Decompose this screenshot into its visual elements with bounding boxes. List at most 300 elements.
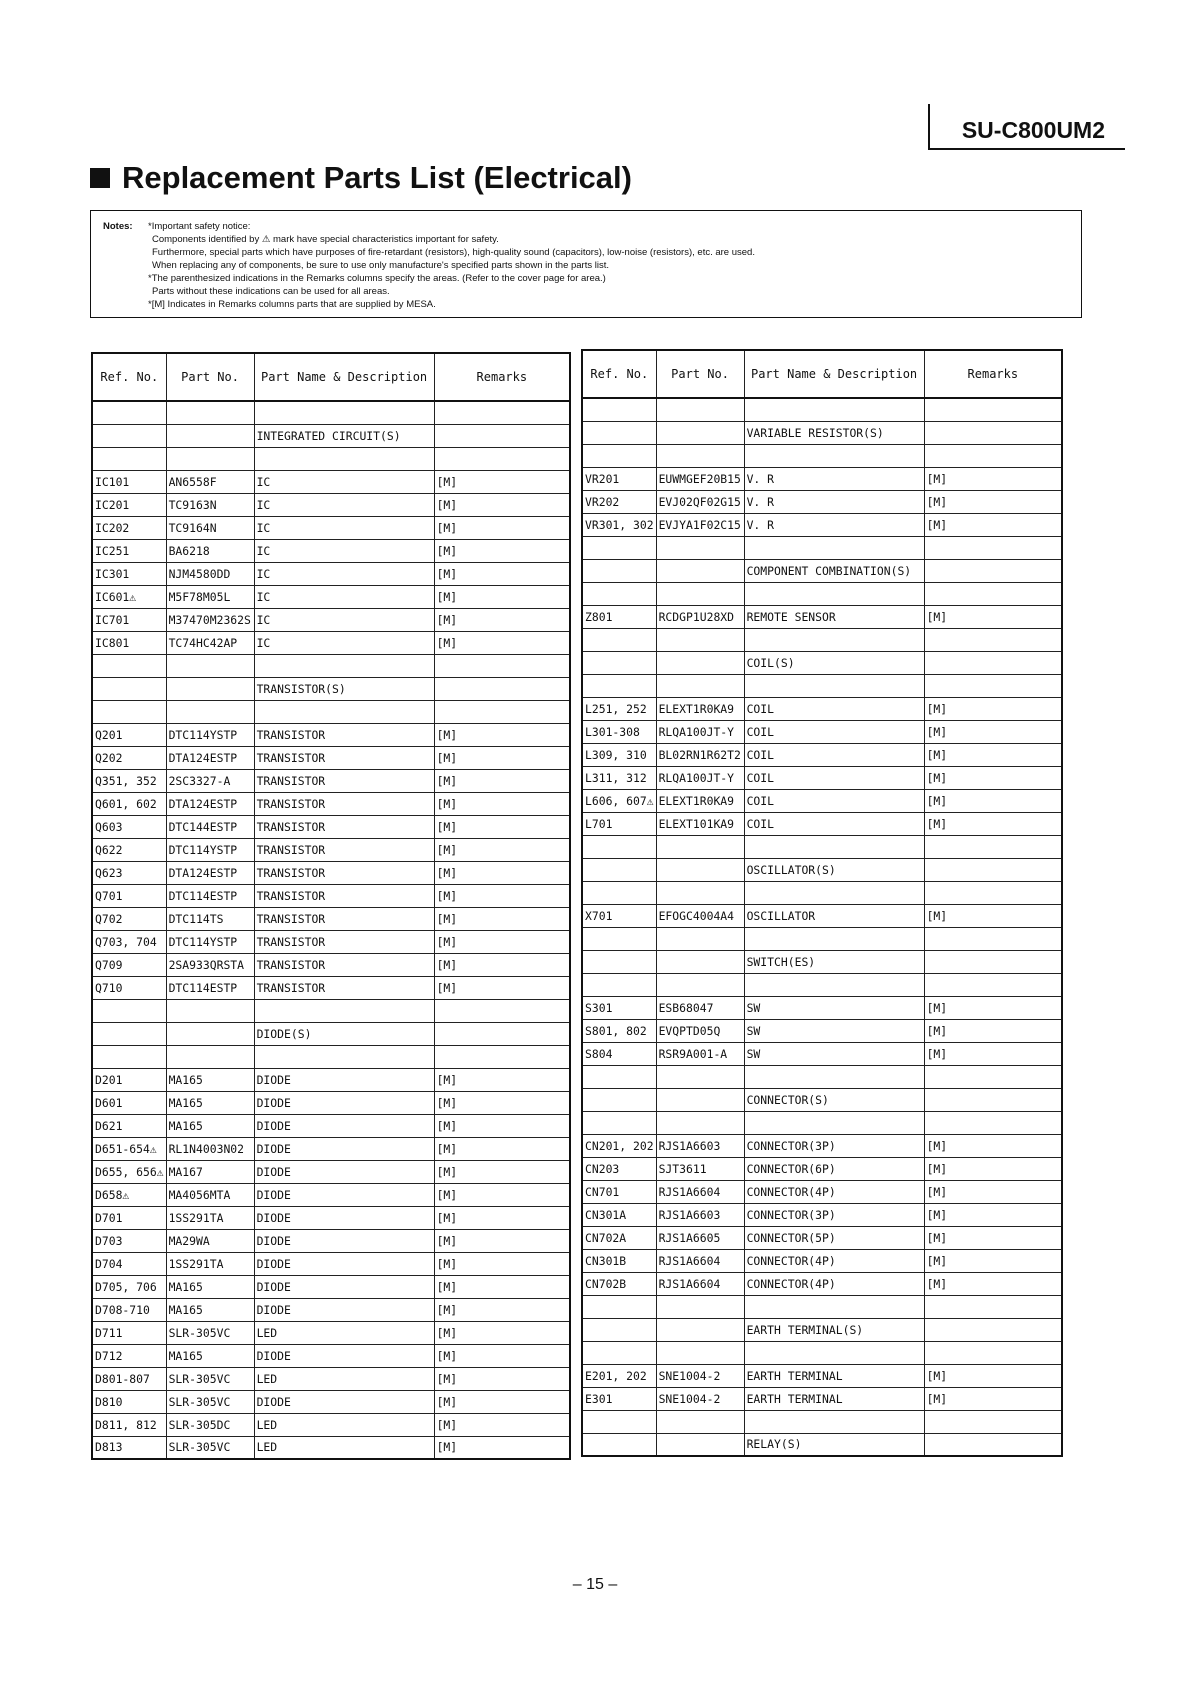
cell-part-no: DTA124ESTP xyxy=(166,792,254,815)
table-row xyxy=(92,1229,570,1252)
cell-ref-no: D704 xyxy=(92,1252,166,1275)
table-row xyxy=(582,1364,1062,1387)
cell-ref-no xyxy=(582,1111,656,1134)
table-row xyxy=(582,881,1062,904)
cell-description xyxy=(744,973,924,996)
table-row xyxy=(582,766,1062,789)
cell-description xyxy=(254,999,434,1022)
cell-ref-no: E301 xyxy=(582,1387,656,1410)
cell-ref-no: L301-308 xyxy=(582,720,656,743)
cell-part-no: RSR9A001-A xyxy=(656,1042,744,1065)
cell-description: LED xyxy=(254,1436,434,1459)
cell-remarks: [M] xyxy=(434,1275,570,1298)
cell-ref-no xyxy=(582,973,656,996)
cell-remarks: [M] xyxy=(434,1206,570,1229)
cell-part-no xyxy=(656,1433,744,1456)
cell-ref-no: Q710 xyxy=(92,976,166,999)
notes-line: *Important safety notice: xyxy=(148,221,251,232)
cell-remarks: [M] xyxy=(434,884,570,907)
cell-part-no: RJS1A6605 xyxy=(656,1226,744,1249)
cell-remarks: [M] xyxy=(924,1226,1062,1249)
table-header-row xyxy=(92,353,570,401)
cell-description: SW xyxy=(744,1019,924,1042)
cell-description: DIODE xyxy=(254,1160,434,1183)
cell-remarks: [M] xyxy=(924,1042,1062,1065)
cell-remarks xyxy=(924,881,1062,904)
cell-description: OSCILLATOR xyxy=(744,904,924,927)
cell-ref-no xyxy=(92,1022,166,1045)
cell-remarks: [M] xyxy=(434,1344,570,1367)
table-row xyxy=(92,1091,570,1114)
table-row xyxy=(582,720,1062,743)
cell-part-no: MA167 xyxy=(166,1160,254,1183)
cell-ref-no xyxy=(582,1433,656,1456)
cell-remarks: [M] xyxy=(434,608,570,631)
cell-description xyxy=(744,1065,924,1088)
cell-description: TRANSISTOR(S) xyxy=(254,677,434,700)
cell-remarks: [M] xyxy=(434,1068,570,1091)
cell-part-no: TC9163N xyxy=(166,493,254,516)
model-number: SU-C800UM2 xyxy=(961,117,1105,143)
cell-part-no xyxy=(656,398,744,421)
cell-description: LED xyxy=(254,1321,434,1344)
cell-part-no: SLR-305VC xyxy=(166,1390,254,1413)
cell-part-no: DTA124ESTP xyxy=(166,746,254,769)
cell-ref-no: IC701 xyxy=(92,608,166,631)
cell-part-no: M5F78M05L xyxy=(166,585,254,608)
cell-description: COIL xyxy=(744,789,924,812)
cell-remarks xyxy=(434,700,570,723)
cell-part-no: SLR-305DC xyxy=(166,1413,254,1436)
col-description: Part Name & Description xyxy=(254,353,434,401)
cell-remarks: [M] xyxy=(924,605,1062,628)
cell-remarks xyxy=(924,559,1062,582)
cell-remarks: [M] xyxy=(434,1390,570,1413)
cell-description xyxy=(744,1410,924,1433)
cell-description: CONNECTOR(4P) xyxy=(744,1272,924,1295)
col-ref-no: Ref. No. xyxy=(92,353,166,401)
cell-description xyxy=(744,1295,924,1318)
cell-part-no: EVJ02QF02G15 xyxy=(656,490,744,513)
cell-part-no xyxy=(656,1295,744,1318)
cell-description: IC xyxy=(254,539,434,562)
cell-remarks xyxy=(434,401,570,424)
table-row xyxy=(582,559,1062,582)
cell-description: TRANSISTOR xyxy=(254,815,434,838)
cell-remarks: [M] xyxy=(924,996,1062,1019)
cell-remarks: [M] xyxy=(434,493,570,516)
cell-part-no xyxy=(166,654,254,677)
cell-ref-no: D655, 656⚠ xyxy=(92,1160,166,1183)
cell-part-no: RJS1A6604 xyxy=(656,1272,744,1295)
table-row xyxy=(582,1226,1062,1249)
table-row xyxy=(92,861,570,884)
cell-ref-no: Q603 xyxy=(92,815,166,838)
cell-description: CONNECTOR(6P) xyxy=(744,1157,924,1180)
cell-description: TRANSISTOR xyxy=(254,838,434,861)
cell-part-no xyxy=(656,973,744,996)
cell-part-no: MA165 xyxy=(166,1091,254,1114)
cell-ref-no: Q623 xyxy=(92,861,166,884)
table-row xyxy=(582,490,1062,513)
cell-part-no: 2SA933QRSTA xyxy=(166,953,254,976)
cell-part-no: ESB68047 xyxy=(656,996,744,1019)
cell-part-no xyxy=(656,1318,744,1341)
cell-ref-no: L311, 312 xyxy=(582,766,656,789)
table-row xyxy=(92,1022,570,1045)
cell-part-no: TC74HC42AP xyxy=(166,631,254,654)
cell-ref-no: D601 xyxy=(92,1091,166,1114)
cell-part-no: BA6218 xyxy=(166,539,254,562)
cell-part-no xyxy=(656,1065,744,1088)
cell-ref-no: CN702B xyxy=(582,1272,656,1295)
cell-remarks xyxy=(434,677,570,700)
cell-remarks xyxy=(434,654,570,677)
cell-part-no xyxy=(656,835,744,858)
cell-ref-no xyxy=(582,444,656,467)
cell-remarks xyxy=(924,973,1062,996)
cell-part-no: AN6558F xyxy=(166,470,254,493)
table-row xyxy=(582,927,1062,950)
cell-ref-no: VR202 xyxy=(582,490,656,513)
table-row xyxy=(582,1111,1062,1134)
cell-ref-no: D711 xyxy=(92,1321,166,1344)
cell-description: TRANSISTOR xyxy=(254,907,434,930)
table-row xyxy=(92,1045,570,1068)
cell-description: V. R xyxy=(744,513,924,536)
cell-part-no xyxy=(656,1088,744,1111)
table-row xyxy=(582,1341,1062,1364)
cell-description: COIL xyxy=(744,743,924,766)
cell-description: DIODE xyxy=(254,1068,434,1091)
cell-description: CONNECTOR(S) xyxy=(744,1088,924,1111)
cell-description xyxy=(254,654,434,677)
table-row xyxy=(92,1160,570,1183)
cell-description: COIL xyxy=(744,812,924,835)
cell-description: V. R xyxy=(744,490,924,513)
notes-box xyxy=(90,210,1082,318)
cell-part-no: MA4056MTA xyxy=(166,1183,254,1206)
parts-table-left xyxy=(91,352,571,1460)
cell-part-no xyxy=(166,677,254,700)
table-row xyxy=(582,1318,1062,1341)
cell-ref-no: VR201 xyxy=(582,467,656,490)
table-row xyxy=(92,1436,570,1459)
cell-ref-no xyxy=(582,858,656,881)
table-row xyxy=(582,1387,1062,1410)
table-row xyxy=(92,999,570,1022)
cell-part-no xyxy=(656,1341,744,1364)
cell-ref-no: D705, 706 xyxy=(92,1275,166,1298)
cell-description: INTEGRATED CIRCUIT(S) xyxy=(254,424,434,447)
cell-part-no xyxy=(656,421,744,444)
table-row xyxy=(582,467,1062,490)
cell-remarks: [M] xyxy=(434,976,570,999)
col-description: Part Name & Description xyxy=(744,350,924,398)
cell-remarks: [M] xyxy=(434,1183,570,1206)
table-row xyxy=(92,746,570,769)
cell-remarks: [M] xyxy=(434,792,570,815)
cell-description: DIODE(S) xyxy=(254,1022,434,1045)
cell-remarks xyxy=(924,1111,1062,1134)
cell-remarks: [M] xyxy=(434,815,570,838)
cell-ref-no xyxy=(582,881,656,904)
cell-description: DIODE xyxy=(254,1183,434,1206)
cell-remarks xyxy=(924,651,1062,674)
cell-description: CONNECTOR(3P) xyxy=(744,1134,924,1157)
cell-remarks: [M] xyxy=(434,1298,570,1321)
table-row xyxy=(92,930,570,953)
table-row xyxy=(582,812,1062,835)
cell-ref-no xyxy=(582,628,656,651)
table-row xyxy=(92,976,570,999)
cell-ref-no: X701 xyxy=(582,904,656,927)
table-row xyxy=(92,1183,570,1206)
cell-ref-no xyxy=(92,424,166,447)
cell-part-no: DTC144ESTP xyxy=(166,815,254,838)
cell-part-no: SJT3611 xyxy=(656,1157,744,1180)
cell-remarks: [M] xyxy=(924,789,1062,812)
cell-part-no xyxy=(656,582,744,605)
cell-part-no xyxy=(166,999,254,1022)
notes-row xyxy=(103,220,1069,311)
cell-ref-no xyxy=(92,1045,166,1068)
table-row xyxy=(92,585,570,608)
table-header-row xyxy=(582,350,1062,398)
cell-remarks xyxy=(924,444,1062,467)
table-row xyxy=(582,1272,1062,1295)
notes-label: Notes: xyxy=(103,221,133,232)
table-row xyxy=(92,1390,570,1413)
table-row xyxy=(582,1180,1062,1203)
model-box xyxy=(928,104,1125,150)
col-ref-no: Ref. No. xyxy=(582,350,656,398)
cell-description: COIL xyxy=(744,766,924,789)
cell-ref-no xyxy=(582,1088,656,1111)
cell-description: TRANSISTOR xyxy=(254,746,434,769)
col-remarks: Remarks xyxy=(924,350,1062,398)
cell-part-no: EVQPTD05Q xyxy=(656,1019,744,1042)
cell-ref-no: Q701 xyxy=(92,884,166,907)
table-row xyxy=(92,1252,570,1275)
cell-remarks: [M] xyxy=(924,513,1062,536)
notes-line: *[M] Indicates in Remarks columns parts that are supplied by MESA. xyxy=(148,299,436,310)
cell-part-no: MA165 xyxy=(166,1344,254,1367)
cell-part-no: SLR-305VC xyxy=(166,1436,254,1459)
cell-remarks xyxy=(924,421,1062,444)
cell-remarks: [M] xyxy=(434,930,570,953)
parts-table-body xyxy=(92,401,570,1459)
table-row xyxy=(582,835,1062,858)
cell-description: RELAY(S) xyxy=(744,1433,924,1456)
cell-ref-no: D201 xyxy=(92,1068,166,1091)
cell-description xyxy=(744,628,924,651)
table-row xyxy=(92,1298,570,1321)
table-row xyxy=(582,743,1062,766)
cell-part-no: M37470M2362S xyxy=(166,608,254,631)
cell-part-no xyxy=(166,401,254,424)
cell-part-no xyxy=(656,927,744,950)
cell-ref-no: CN203 xyxy=(582,1157,656,1180)
cell-description: COIL xyxy=(744,720,924,743)
cell-remarks xyxy=(434,447,570,470)
cell-remarks: [M] xyxy=(434,1091,570,1114)
cell-part-no: 1SS291TA xyxy=(166,1252,254,1275)
cell-description: SW xyxy=(744,996,924,1019)
cell-remarks xyxy=(434,1022,570,1045)
cell-part-no: 2SC3327-A xyxy=(166,769,254,792)
table-row xyxy=(92,562,570,585)
cell-description: SW xyxy=(744,1042,924,1065)
table-row xyxy=(92,884,570,907)
page-title xyxy=(90,160,632,196)
table-row xyxy=(92,470,570,493)
cell-part-no: TC9164N xyxy=(166,516,254,539)
cell-remarks xyxy=(924,835,1062,858)
cell-part-no xyxy=(166,1022,254,1045)
cell-ref-no: D701 xyxy=(92,1206,166,1229)
cell-ref-no: CN702A xyxy=(582,1226,656,1249)
table-row xyxy=(92,1114,570,1137)
cell-part-no: DTC114YSTP xyxy=(166,930,254,953)
cell-remarks xyxy=(924,950,1062,973)
cell-ref-no: S801, 802 xyxy=(582,1019,656,1042)
notes-line: Parts without these indications can be used for all areas. xyxy=(152,286,390,297)
cell-ref-no: D708-710 xyxy=(92,1298,166,1321)
cell-part-no: ELEXT1R0KA9 xyxy=(656,789,744,812)
cell-part-no xyxy=(656,1111,744,1134)
cell-description xyxy=(744,835,924,858)
table-row xyxy=(92,1321,570,1344)
cell-remarks xyxy=(924,1433,1062,1456)
cell-part-no xyxy=(656,444,744,467)
cell-description: CONNECTOR(4P) xyxy=(744,1249,924,1272)
cell-part-no xyxy=(656,628,744,651)
cell-remarks: [M] xyxy=(924,1134,1062,1157)
cell-ref-no: L309, 310 xyxy=(582,743,656,766)
table-row xyxy=(582,858,1062,881)
cell-description xyxy=(744,444,924,467)
table-row xyxy=(582,444,1062,467)
cell-description: EARTH TERMINAL xyxy=(744,1364,924,1387)
notes-body xyxy=(148,220,755,311)
cell-description: COIL xyxy=(744,697,924,720)
cell-description: IC xyxy=(254,585,434,608)
cell-part-no: SNE1004-2 xyxy=(656,1364,744,1387)
cell-remarks: [M] xyxy=(924,1249,1062,1272)
cell-ref-no xyxy=(582,421,656,444)
cell-description: TRANSISTOR xyxy=(254,930,434,953)
cell-ref-no: IC202 xyxy=(92,516,166,539)
cell-remarks: [M] xyxy=(924,904,1062,927)
cell-description: IC xyxy=(254,631,434,654)
cell-remarks: [M] xyxy=(434,1229,570,1252)
cell-description: IC xyxy=(254,608,434,631)
cell-ref-no: L701 xyxy=(582,812,656,835)
cell-ref-no: IC101 xyxy=(92,470,166,493)
table-row xyxy=(582,950,1062,973)
cell-description: IC xyxy=(254,470,434,493)
table-row xyxy=(582,421,1062,444)
cell-description xyxy=(744,582,924,605)
cell-description: CONNECTOR(5P) xyxy=(744,1226,924,1249)
cell-ref-no: Q202 xyxy=(92,746,166,769)
cell-part-no xyxy=(656,651,744,674)
cell-ref-no: D811, 812 xyxy=(92,1413,166,1436)
cell-part-no: RJS1A6603 xyxy=(656,1203,744,1226)
cell-description: CONNECTOR(3P) xyxy=(744,1203,924,1226)
cell-ref-no: Q351, 352 xyxy=(92,769,166,792)
table-row xyxy=(582,536,1062,559)
table-row xyxy=(582,628,1062,651)
cell-remarks xyxy=(924,1410,1062,1433)
cell-remarks: [M] xyxy=(924,697,1062,720)
cell-remarks: [M] xyxy=(434,769,570,792)
table-row xyxy=(582,1042,1062,1065)
cell-description: DIODE xyxy=(254,1298,434,1321)
cell-remarks: [M] xyxy=(434,723,570,746)
cell-ref-no: IC201 xyxy=(92,493,166,516)
table-row xyxy=(582,1065,1062,1088)
cell-remarks xyxy=(924,1295,1062,1318)
cell-remarks: [M] xyxy=(924,743,1062,766)
cell-part-no: BL02RN1R62T2 xyxy=(656,743,744,766)
cell-description: OSCILLATOR(S) xyxy=(744,858,924,881)
cell-description: TRANSISTOR xyxy=(254,792,434,815)
table-row xyxy=(92,1068,570,1091)
cell-description: DIODE xyxy=(254,1344,434,1367)
cell-description: COMPONENT COMBINATION(S) xyxy=(744,559,924,582)
table-row xyxy=(92,631,570,654)
cell-part-no xyxy=(166,424,254,447)
table-row xyxy=(92,838,570,861)
cell-description: TRANSISTOR xyxy=(254,861,434,884)
page-number: – 15 – xyxy=(572,1576,618,1593)
cell-description: DIODE xyxy=(254,1091,434,1114)
col-part-no: Part No. xyxy=(656,350,744,398)
table-row xyxy=(92,447,570,470)
table-row xyxy=(582,605,1062,628)
table-row xyxy=(92,401,570,424)
cell-ref-no xyxy=(582,950,656,973)
cell-description: SWITCH(ES) xyxy=(744,950,924,973)
cell-remarks: [M] xyxy=(434,562,570,585)
cell-description xyxy=(744,881,924,904)
cell-part-no: MA165 xyxy=(166,1068,254,1091)
cell-remarks xyxy=(924,674,1062,697)
cell-remarks: [M] xyxy=(434,861,570,884)
cell-remarks: [M] xyxy=(434,1114,570,1137)
cell-description xyxy=(744,398,924,421)
cell-remarks xyxy=(924,398,1062,421)
cell-ref-no xyxy=(582,536,656,559)
table-row xyxy=(92,493,570,516)
table-row xyxy=(92,815,570,838)
cell-part-no: RJS1A6603 xyxy=(656,1134,744,1157)
cell-remarks: [M] xyxy=(924,1157,1062,1180)
cell-part-no xyxy=(656,881,744,904)
cell-ref-no: Q709 xyxy=(92,953,166,976)
cell-part-no: EFOGC4004A4 xyxy=(656,904,744,927)
table-row xyxy=(582,582,1062,605)
cell-description: IC xyxy=(254,562,434,585)
cell-part-no: RCDGP1U28XD xyxy=(656,605,744,628)
cell-ref-no: VR301, 302 xyxy=(582,513,656,536)
cell-ref-no xyxy=(92,447,166,470)
cell-description: DIODE xyxy=(254,1229,434,1252)
cell-ref-no xyxy=(582,674,656,697)
cell-description: REMOTE SENSOR xyxy=(744,605,924,628)
